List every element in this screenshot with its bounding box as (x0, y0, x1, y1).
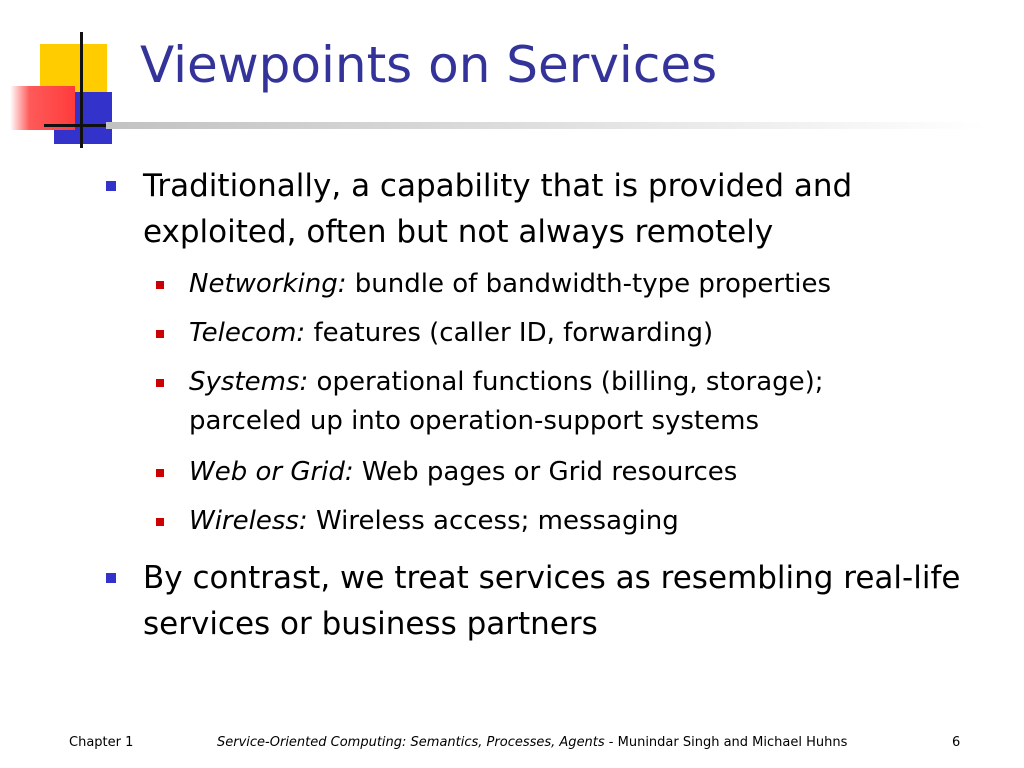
sub-bullet-item (189, 265, 949, 304)
slide-title: Viewpoints on Services (140, 36, 718, 94)
sub-bullet-term: Web or Grid: (189, 457, 354, 487)
sub-bullet-term: Wireless: (189, 506, 308, 536)
sub-bullet-square-icon (156, 469, 164, 477)
footer-citation (217, 735, 847, 750)
sub-bullet-text: features (caller ID, forwarding) (305, 318, 714, 348)
sub-bullet-square-icon (156, 518, 164, 526)
sub-bullet-square-icon (156, 379, 164, 387)
sub-bullet-term: Systems: (189, 367, 309, 397)
sub-bullet-text: operational functions (billing, storage); parceled up into operation-support systems (189, 367, 824, 436)
sub-bullet-square-icon (156, 330, 164, 338)
sub-bullet-item (189, 314, 949, 353)
bullet-text: By contrast, we treat services as resembling real-life services or business partners (143, 560, 961, 642)
sub-bullet-item (189, 502, 949, 541)
bullet-item (143, 163, 963, 255)
sub-bullet-square-icon (156, 281, 164, 289)
footer-chapter: Chapter 1 (69, 735, 134, 750)
title-underline (106, 122, 986, 129)
sub-bullet-text: Web pages or Grid resources (353, 457, 738, 487)
footer-book-title: Service-Oriented Computing: Semantics, Processes, Agents (217, 735, 605, 750)
bullet-square-icon (106, 573, 116, 583)
sub-bullet-term: Telecom: (189, 318, 306, 348)
decor-vertical-line (80, 32, 83, 148)
sub-bullet-text: bundle of bandwidth-type properties (346, 269, 832, 299)
bullet-square-icon (106, 181, 116, 191)
sub-bullet-item (189, 363, 934, 441)
sub-bullet-term: Networking: (189, 269, 347, 299)
sub-bullet-text: Wireless access; messaging (307, 506, 679, 536)
bullet-text: Traditionally, a capability that is provided and exploited, often but not always remotely (143, 168, 853, 250)
page-number: 6 (952, 735, 961, 750)
sub-bullet-item (189, 453, 949, 492)
footer-authors: - Munindar Singh and Michael Huhns (604, 735, 848, 750)
bullet-item (143, 555, 963, 647)
